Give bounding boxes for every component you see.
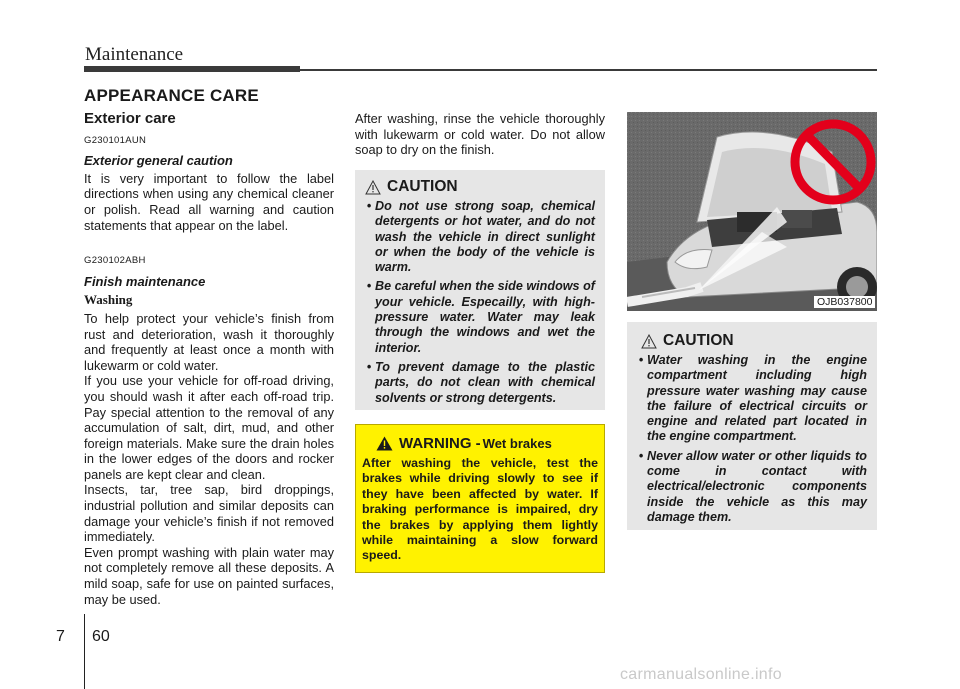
paragraph: Insects, tar, tree sap, bird droppings, industrial pollution and similar deposits can damage your vehicle’s finish if not removed immediately. [84,482,334,545]
warning-triangle-filled-icon [376,436,393,451]
left-column [84,111,334,607]
middle-column [355,111,605,158]
warning-triangle-outline-icon [365,180,381,195]
header-rule-thin [300,69,877,71]
paragraph: To help protect your vehicle’s finish from rust and deterioration, wash it thoroughly and frequently at least once a month with lukewarm or cold water. [84,310,334,373]
paragraph: Even prompt washing with plain water may not completely remove all these deposits. A mild soap, safe for use on painted surfaces, may be used. [84,544,334,607]
exterior-care-heading: Exterior care [84,110,176,127]
caution-list [363,199,595,406]
list-item: • To prevent damage to the plastic parts, do not clean with chemical solvents or strong detergents. [366,359,595,405]
figure-caption: OJB037800 [814,296,875,308]
reference-code: G230102ABH [84,255,146,267]
caution-list [635,353,867,525]
subheading-finish-maintenance: Finish maintenance [84,273,206,289]
footer-rule-vertical [84,614,85,689]
list-item: • Never allow water or other liquids to come in contact with electrical/electronic components inside the vehicle as this may damage them. [638,448,867,524]
header-rule-thick [84,66,300,72]
subheading-general-caution: Exterior general caution [84,153,233,169]
reference-code: G230101AUN [84,134,147,146]
caution-header [641,332,867,350]
caution-box [355,170,605,410]
caution-title: CAUTION [663,332,734,349]
warning-subtitle: Wet brakes [482,436,552,451]
list-item: • Do not use strong soap, chemical detergents or hot water, and do not wash the vehicle in direct sunlight or when the body of the vehicle is warm. [366,199,595,275]
list-item: • Be careful when the side windows of your vehicle. Especailly, with high-pressure water. Water may leak through the windows and wet the interior. [366,279,595,355]
section-title: APPEARANCE CARE [84,86,259,105]
chapter-number: 7 [56,628,65,645]
engine-washing-illustration [627,112,877,311]
subheading-washing: Washing [84,292,133,308]
paragraph: If you use your vehicle for off-road driving, you should wash it after each off-road trip. Pay special attention to the removal of any accumulation of salt, dirt, mud, and other foreign materials. Make sure the drain holes in the lower edges of the doors and rocker panels are kept clear and clean. [84,373,334,482]
warning-title: WARNING - [399,435,481,452]
caution-title: CAUTION [387,178,458,195]
page-header-title: Maintenance [85,44,184,65]
paragraph: It is very important to follow the label directions when using any chemical cleaner or polish. Read all warning and caution statements that appear on the label. [84,170,334,233]
caution-header [365,178,595,196]
warning-header [376,435,598,452]
warning-box [355,424,605,573]
list-item: • Water washing in the engine compartment including high pressure water washing may cause the failure of electrical circuits or engine and related part located in the engine compartment. [638,353,867,444]
car-hood-open-illustration [627,112,877,311]
paragraph: After washing, rinse the vehicle thoroughly with lukewarm or cold water. Do not allow soap to dry on the finish. [355,111,605,158]
page-number: 60 [92,628,110,645]
watermark: carmanualsonline.info [620,666,782,683]
caution-box-right [627,322,877,530]
warning-triangle-outline-icon [641,334,657,349]
warning-body: After washing the vehicle, test the brakes while driving slowly to see if they have been affected by water. If braking performance is impaired, dry the brakes by applying them lightly while maintaining a slow forward speed. [362,456,598,563]
